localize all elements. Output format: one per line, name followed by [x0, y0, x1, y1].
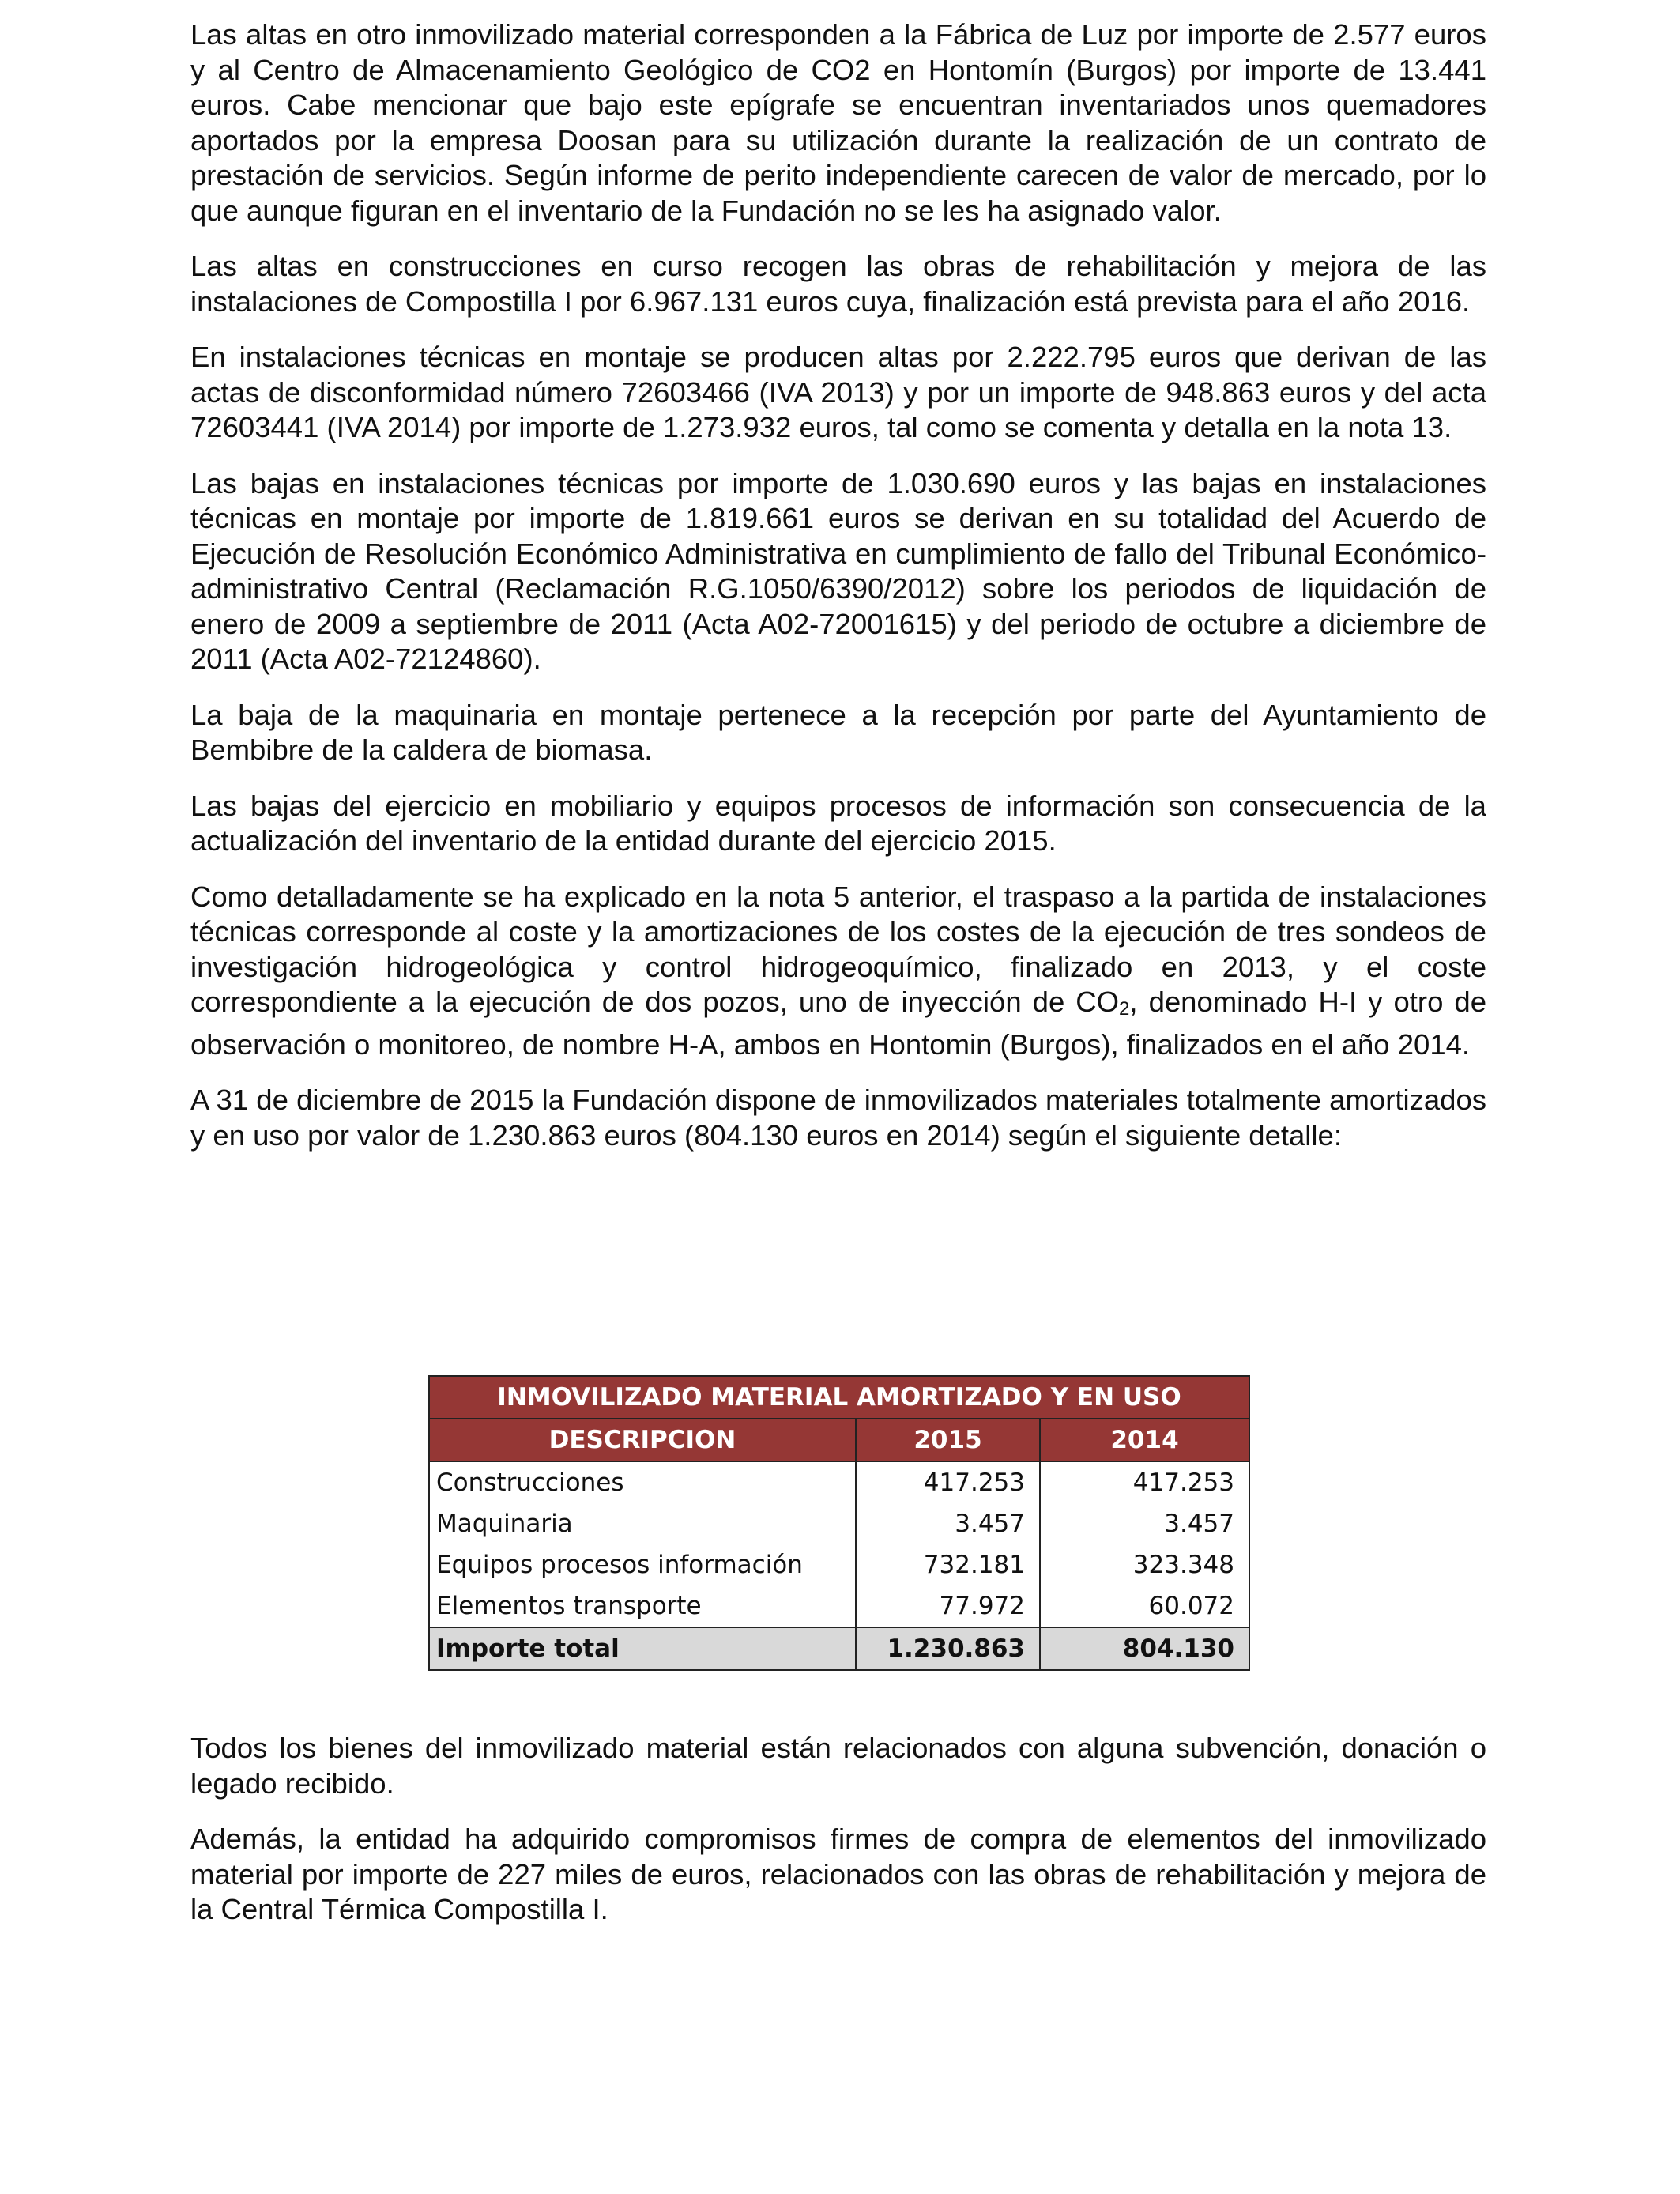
paragraph-altas-otro-inmovilizado: Las altas en otro inmovilizado material corresponden a la Fábrica de Luz por importe de 2.577 euros y al Centro de Almacenamiento Geológico de CO2 en Hontomín (Burgos) por importe de 13.441 euros. Cabe mencionar que bajo este epígrafe se encuentran inventariados unos quemadores aportados por la empresa Doosan para su utilización durante la realización de un contrato de prestación de servicios. Según informe de perito independiente carecen de valor de mercado, por lo que aunque figuran en el inventario de la Fundación no se les ha asignado valor. [190, 18, 1486, 227]
total-label: Importe total [429, 1627, 856, 1670]
paragraph-instalaciones-montaje: En instalaciones técnicas en montaje se producen altas por 2.222.795 euros que derivan de las actas de disconformidad número 72603466 (IVA 2013) y por un importe de 948.863 euros y del acta 72603441 (IVA 2014) por importe de 1.273.932 euros, tal como se comenta y detalla en la nota 13. [190, 341, 1486, 443]
co2-subscript: 2 [1119, 998, 1130, 1020]
row-value-2014: 417.253 [1040, 1461, 1249, 1503]
row-value-2015: 732.181 [856, 1544, 1040, 1585]
paragraph-intro-table: A 31 de diciembre de 2015 la Fundación dispone de inmovilizados materiales totalmente amortizados y en uso por valor de 1.230.863 euros (804.130 euros en 2014) según el siguiente detalle: [190, 1084, 1486, 1152]
row-value-2015: 77.972 [856, 1585, 1040, 1627]
row-value-2014: 3.457 [1040, 1503, 1249, 1544]
paragraph-compromisos: Además, la entidad ha adquirido compromisos firmes de compra de elementos del inmovilizado material por importe de 227 miles de euros, relacionados con las obras de rehabilitación y mejora de la Central Térmica Compostilla I. [190, 1823, 1486, 1925]
column-header-2015: 2015 [856, 1419, 1040, 1461]
table-total-row [429, 1627, 1249, 1670]
row-description: Equipos procesos información [429, 1544, 856, 1585]
table-row [429, 1585, 1249, 1627]
total-value-2014: 804.130 [1040, 1627, 1249, 1670]
paragraph-altas-construcciones: Las altas en construcciones en curso recogen las obras de rehabilitación y mejora de las instalaciones de Compostilla I por 6.967.131 euros cuya, finalización está prevista para el año 2016. [190, 250, 1486, 318]
total-value-2015: 1.230.863 [856, 1627, 1040, 1670]
row-value-2014: 60.072 [1040, 1585, 1249, 1627]
row-description: Elementos transporte [429, 1585, 856, 1627]
amortized-assets-table-wrapper [428, 1375, 1249, 1671]
table-row [429, 1461, 1249, 1503]
paragraph-traspaso [190, 880, 1486, 1063]
row-description: Maquinaria [429, 1503, 856, 1544]
paragraph-traspaso-text-2: , denominado H-I y otro de observación o monitoreo, de nombre H-A, ambos en Hontomin (Burgos), finalizados en el año 2014. [190, 986, 1486, 1061]
column-header-2014: 2014 [1040, 1419, 1249, 1461]
paragraph-traspaso-text-1: Como detalladamente se ha explicado en la nota 5 anterior, el traspaso a la partida de instalaciones técnicas corresponde al coste y la amortizaciones de los costes de la ejecución de tres sondeos de investigación hidrogeológica y control hidrogeoquímico, finalizado en 2013, y el coste correspondiente a la ejecución de dos pozos, uno de inyección de CO [190, 880, 1486, 1018]
table-title: INMOVILIZADO MATERIAL AMORTIZADO Y EN USO [429, 1376, 1249, 1419]
closing-section [190, 1731, 1486, 1948]
row-description: Construcciones [429, 1461, 856, 1503]
amortized-assets-table [428, 1375, 1250, 1671]
table-row [429, 1503, 1249, 1544]
paragraph-bajas-mobiliario: Las bajas del ejercicio en mobiliario y equipos procesos de información son consecuencia de la actualización del inventario de la entidad durante del ejercicio 2015. [190, 789, 1486, 857]
table-row [429, 1544, 1249, 1585]
row-value-2015: 417.253 [856, 1461, 1040, 1503]
paragraph-subvencion: Todos los bienes del inmovilizado material están relacionados con alguna subvención, donación o legado recibido. [190, 1732, 1486, 1800]
paragraph-baja-maquinaria: La baja de la maquinaria en montaje pertenece a la recepción por parte del Ayuntamiento de Bembibre de la caldera de biomasa. [190, 698, 1486, 766]
row-value-2015: 3.457 [856, 1503, 1040, 1544]
row-value-2014: 323.348 [1040, 1544, 1249, 1585]
column-header-description: DESCRIPCION [429, 1419, 856, 1461]
document-page [190, 17, 1486, 1174]
paragraph-bajas-instalaciones: Las bajas en instalaciones técnicas por importe de 1.030.690 euros y las bajas en instalaciones técnicas en montaje por importe de 1.819.661 euros se derivan en su totalidad del Acuerdo de Ejecución de Resolución Económico Administrativa en cumplimiento de fallo del Tribunal Económico-administrativo Central (Reclamación R.G.1050/6390/2012) sobre los periodos de liquidación de enero de 2009 a septiembre de 2011 (Acta A02-72001615) y del periodo de octubre a diciembre de 2011 (Acta A02-72124860). [190, 466, 1486, 675]
